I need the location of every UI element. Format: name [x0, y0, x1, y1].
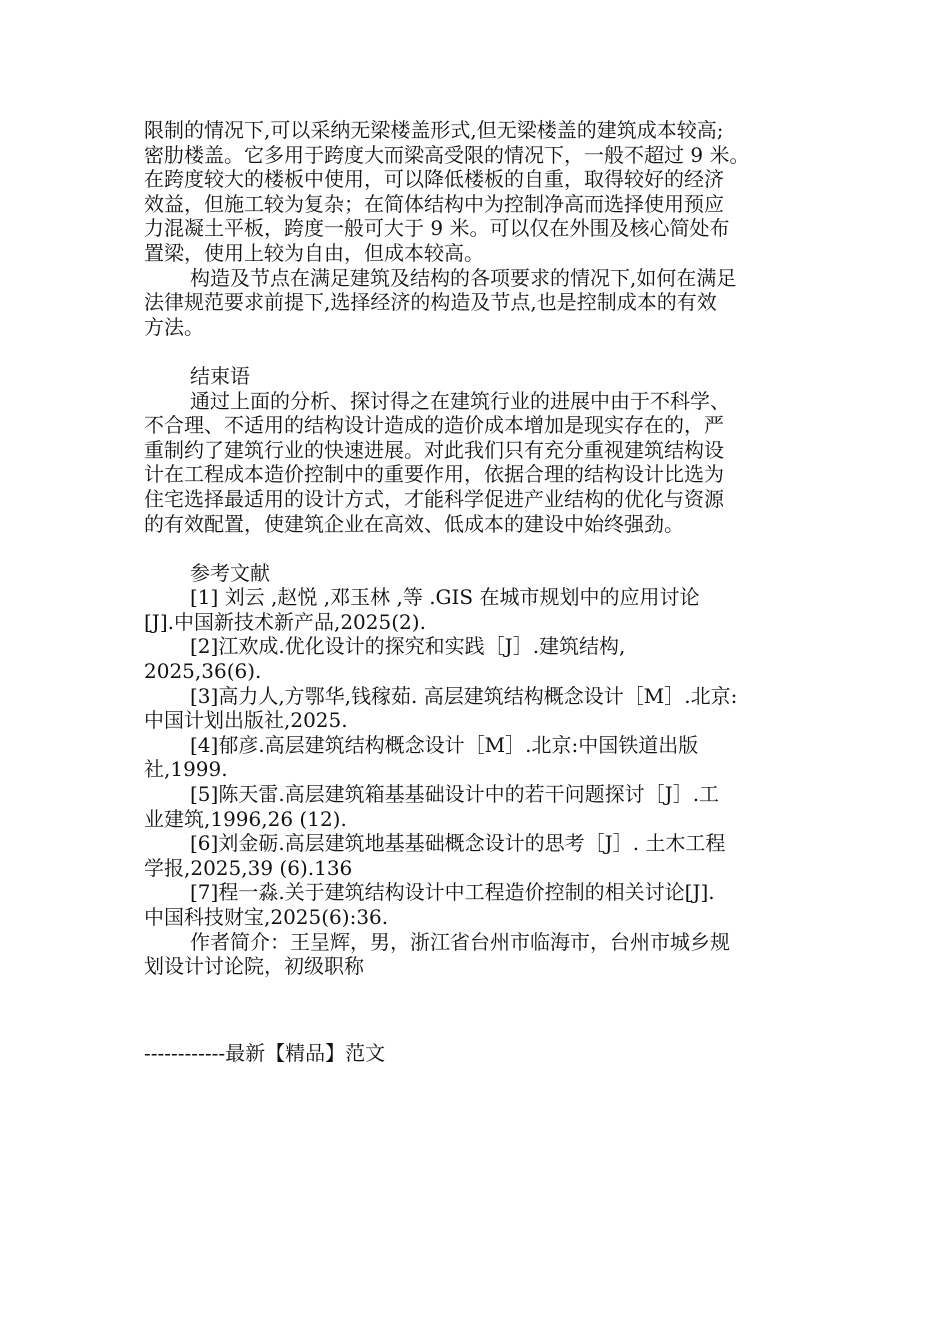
- author-note-cont: 划设计讨论院，初级职称: [144, 954, 364, 979]
- text-line: 构造及节点在满足建筑及结构的各项要求的情况下,如何在满足: [190, 265, 737, 290]
- text-line: 重制约了建筑行业的快速进展。对此我们只有充分重视建筑结构设: [144, 437, 724, 462]
- text-line: 效益，但施工较为复杂；在简体结构中为控制净高而选择使用预应: [144, 191, 724, 216]
- reference-item: [5]陈天雷.高层建筑箱基基础设计中的若干问题探讨［J］.工: [190, 782, 720, 807]
- spacer: [144, 536, 810, 561]
- reference-item-cont: 2025,36(6).: [144, 659, 262, 684]
- spacer: [144, 339, 810, 364]
- reference-item-cont: 学报,2025,39 (6).136: [144, 855, 353, 880]
- reference-item: [4]郁彦.高层建筑结构概念设计［M］.北京:中国铁道出版: [190, 732, 699, 757]
- reference-item: [1] 刘云 ,赵悦 ,邓玉林 ,等 .GIS 在城市规划中的应用讨论: [190, 585, 700, 610]
- text-line: 法律规范要求前提下,选择经济的构造及节点,也是控制成本的有效: [144, 290, 717, 315]
- reference-item: [2]江欢成.优化设计的探究和实践［J］.建筑结构,: [190, 634, 626, 659]
- text-line: 住宅选择最适用的设计方式，才能科学促进产业结构的优化与资源: [144, 486, 724, 511]
- text-line: 通过上面的分析、探讨得之在建筑行业的进展中由于不科学、: [190, 388, 730, 413]
- reference-item: [3]高力人,方鄂华,钱稼茹. 高层建筑结构概念设计［M］.北京:: [190, 683, 738, 708]
- text-line: 力混凝土平板，跨度一般可大于 9 米。可以仅在外围及核心简处布: [144, 216, 730, 241]
- reference-item: [7]程一淼.关于建筑结构设计中工程造价控制的相关讨论[J].: [190, 880, 715, 905]
- conclusion-heading: 结束语: [190, 363, 250, 388]
- author-note: 作者简介：王呈辉，男，浙江省台州市临海市，台州市城乡规: [190, 929, 730, 954]
- reference-item: [6]刘金砺.高层建筑地基基础概念设计的思考［J］. 土木工程: [190, 831, 726, 856]
- reference-item-cont: 业建筑,1996,26 (12).: [144, 806, 347, 831]
- paragraph-construction-nodes: [144, 266, 810, 340]
- reference-item-cont: [J].中国新技术新产品,2025(2).: [144, 609, 426, 634]
- text-line: 在跨度较大的楼板中使用，可以降低楼板的自重，取得较好的经济: [144, 167, 724, 192]
- reference-item-cont: 中国计划出版社,2025.: [144, 708, 348, 733]
- text-line: 置梁，使用上较为自由，但成本较高。: [144, 240, 484, 265]
- text-line: 方法。: [144, 314, 204, 339]
- paragraph-slab-types: [144, 118, 810, 266]
- reference-item-cont: 中国科技财宝,2025(6):36.: [144, 905, 389, 929]
- text-line: 的有效配置，使建筑企业在高效、低成本的建设中始终强劲。: [144, 511, 684, 536]
- references-section: [144, 561, 810, 979]
- text-line: 限制的情况下,可以采纳无梁楼盖形式,但无梁楼盖的建筑成本较高;: [144, 118, 724, 142]
- text-line: 计在工程成本造价控制中的重要作用，依据合理的结构设计比选为: [144, 462, 724, 487]
- text-line: 不合理、不适用的结构设计造成的造价成本增加是现实存在的，严: [144, 413, 724, 438]
- text-line: 密肋楼盖。它多用于跨度大而梁高受限的情况下，一般不超过 9 米。: [144, 142, 750, 167]
- document-page: [144, 118, 810, 979]
- references-heading: 参考文献: [190, 560, 270, 585]
- reference-item-cont: 社,1999.: [144, 757, 228, 782]
- conclusion-section: [144, 364, 810, 536]
- footer-banner: ------------最新【精品】范文: [144, 1041, 386, 1065]
